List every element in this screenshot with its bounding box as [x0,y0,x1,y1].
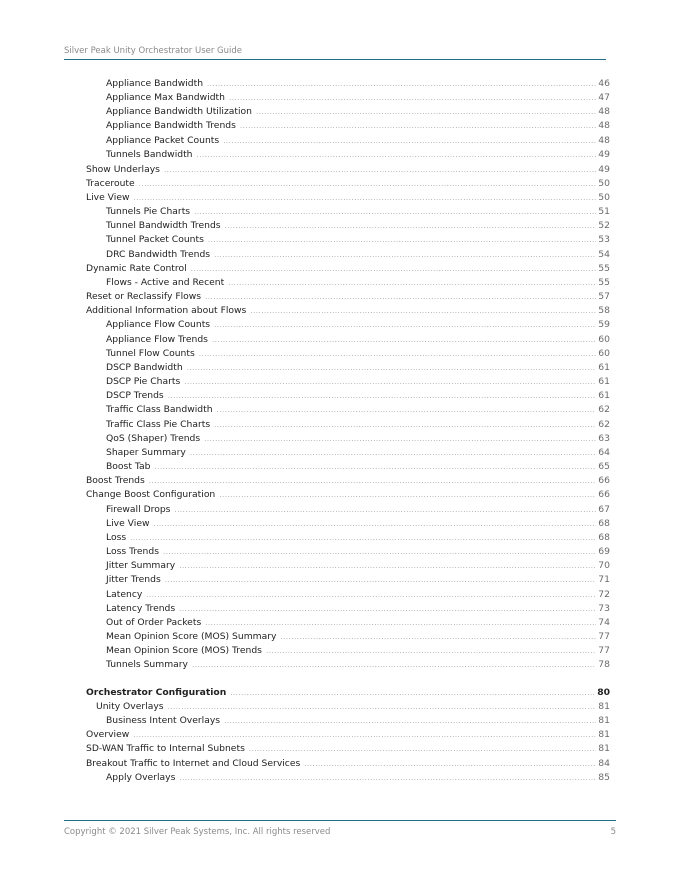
footer-copyright: Copyright © 2021 Silver Peak Systems, Inc. All rights reserved [64,827,331,837]
toc-entry-page: 65 [598,461,610,472]
toc-dot-leader [214,419,596,431]
toc-entry-page: 70 [598,560,610,571]
toc-dot-leader [280,631,596,643]
toc-entry-page: 69 [598,546,610,557]
toc-entry[interactable] [106,277,610,289]
toc-entry[interactable] [86,475,610,487]
footer-rule [64,820,616,821]
toc-dot-leader [230,687,595,699]
toc-entry[interactable] [86,743,610,755]
toc-entry-page: 60 [598,348,610,359]
toc-dot-leader [165,574,597,586]
toc-entry-title: DRC Bandwidth Trends [106,249,211,260]
toc-entry-page: 74 [598,617,610,628]
toc-entry[interactable] [86,758,610,770]
toc-dot-leader [266,645,596,657]
toc-entry[interactable] [106,589,610,601]
toc-dot-leader [224,715,596,727]
toc-entry[interactable] [86,687,610,699]
toc-entry-title: Appliance Bandwidth Trends [106,120,236,131]
toc-dot-leader [197,149,597,161]
toc-dot-leader [240,120,596,132]
toc-entry-page: 51 [598,206,610,217]
toc-dot-leader [154,461,596,473]
toc-dot-leader [304,758,596,770]
toc-entry-page: 48 [598,106,610,117]
toc-entry-title: Tunnel Bandwidth Trends [106,220,221,231]
toc-entry-title: Unity Overlays [96,701,164,712]
toc-entry[interactable] [106,504,610,516]
toc-entry[interactable] [86,192,610,204]
toc-entry-title: Live View [106,518,150,529]
toc-entry-page: 54 [598,249,610,260]
toc-dot-leader [139,178,597,190]
toc-entry-page: 60 [598,334,610,345]
toc-entry-title: Additional Information about Flows [86,305,247,316]
toc-dot-leader [204,433,596,445]
toc-dot-leader [146,589,596,601]
toc-dot-leader [250,305,596,317]
toc-entry[interactable] [86,263,610,275]
toc-dot-leader [168,390,597,402]
toc-entry-title: Latency [106,589,143,600]
toc-entry[interactable] [106,532,610,544]
toc-dot-leader [184,376,596,388]
toc-entry[interactable] [106,447,610,459]
toc-entry[interactable] [106,390,610,402]
toc-entry-title: Tunnel Flow Counts [106,348,195,359]
toc-entry-title: Loss [106,532,127,543]
toc-entry[interactable] [106,348,610,360]
toc-entry-title: Out of Order Packets [106,617,202,628]
toc-dot-leader [192,659,596,671]
toc-entry[interactable] [106,560,610,572]
toc-dot-leader [199,348,597,360]
toc-dot-leader [168,701,597,713]
toc-entry-title: Loss Trends [106,546,160,557]
toc-entry-title: Traceroute [86,178,135,189]
toc-entry-title: Tunnel Packet Counts [106,234,204,245]
toc-entry[interactable] [86,489,610,501]
header-rule [64,59,606,60]
toc-entry-page: 55 [598,263,610,274]
toc-dot-leader [133,729,596,741]
toc-dot-leader [219,489,596,501]
toc-entry[interactable] [106,362,610,374]
toc-entry[interactable] [106,206,610,218]
toc-dot-leader [164,164,596,176]
toc-entry[interactable] [106,149,610,161]
toc-entry[interactable] [106,518,610,530]
toc-entry-title: Orchestrator Configuration [86,687,227,698]
toc-entry[interactable] [106,617,610,629]
toc-entry-page: 63 [598,433,610,444]
toc-entry-title: Mean Opinion Score (MOS) Trends [106,645,262,656]
toc-entry-title: Jitter Summary [106,560,176,571]
toc-entry-page: 47 [598,92,610,103]
toc-entry-title: Mean Opinion Score (MOS) Summary [106,631,277,642]
toc-dot-leader [229,92,596,104]
toc-entry[interactable] [106,106,610,118]
page-header [64,46,606,57]
toc-entry-title: Tunnels Bandwidth [106,149,193,160]
toc-entry-title: Latency Trends [106,603,176,614]
toc-entry[interactable] [106,234,610,246]
toc-entry-title: Shaper Summary [106,447,186,458]
header-rule-gap [484,58,606,59]
toc-entry-page: 62 [598,419,610,430]
toc-entry[interactable] [106,135,610,147]
toc-entry[interactable] [106,249,610,261]
toc-dot-leader [179,772,596,784]
toc-entry-title: Appliance Packet Counts [106,135,220,146]
toc-entry[interactable] [106,433,610,445]
toc-entry[interactable] [106,78,610,90]
toc-dot-leader [225,220,597,232]
toc-entry-title: Overview [86,729,130,740]
toc-dot-leader [179,560,596,572]
toc-entry[interactable] [106,376,610,388]
toc-entry-page: 61 [598,376,610,387]
toc-entry-page: 78 [598,659,610,670]
toc-entry[interactable] [106,546,610,558]
toc-entry-title: Boost Trends [86,475,145,486]
toc-entry[interactable] [106,419,610,431]
toc-dot-leader [256,106,596,118]
toc-entry-page: 58 [598,305,610,316]
toc-entry-title: Change Boost Configuration [86,489,216,500]
toc-entry-page: 49 [598,149,610,160]
toc-dot-leader [214,319,596,331]
toc-entry-page: 81 [598,729,610,740]
toc-entry-title: DSCP Trends [106,390,164,401]
toc-entry-page: 46 [598,78,610,89]
toc-entry-page: 50 [598,178,610,189]
toc-entry-page: 57 [598,291,610,302]
toc-entry-title: Tunnels Summary [106,659,188,670]
toc-entry[interactable] [86,305,610,317]
toc-entry-page: 48 [598,135,610,146]
toc-entry-title: Reset or Reclassify Flows [86,291,202,302]
toc-dot-leader [228,277,596,289]
toc-dot-leader [212,334,596,346]
toc-dot-leader [130,532,596,544]
toc-entry[interactable] [106,631,610,643]
toc-entry-page: 81 [598,701,610,712]
toc-entry-title: DSCP Bandwidth [106,362,183,373]
toc-entry[interactable] [86,291,610,303]
toc-entry[interactable] [96,701,610,713]
toc-entry[interactable] [106,461,610,473]
toc-entry[interactable] [106,120,610,132]
toc-entry-title: Appliance Bandwidth [106,78,204,89]
toc-entry-title: Traffic Class Pie Charts [106,419,211,430]
toc-entry-page: 73 [598,603,610,614]
toc-entry-page: 81 [598,743,610,754]
toc-entry[interactable] [106,772,610,784]
toc-entry-title: Breakout Traffic to Internet and Cloud Services [86,758,301,769]
toc-entry-page: 66 [598,489,610,500]
toc-entry-page: 77 [598,631,610,642]
toc-entry-title: Appliance Flow Counts [106,319,211,330]
toc-entry[interactable] [106,645,610,657]
toc-dot-leader [163,546,596,558]
toc-dot-leader [190,447,596,459]
toc-entry-title: Flows - Active and Recent [106,277,225,288]
footer-page-number: 5 [610,827,616,837]
toc-entry[interactable] [106,603,610,615]
toc-entry[interactable] [106,574,610,586]
toc-entry-page: 72 [598,589,610,600]
toc-dot-leader [223,135,596,147]
toc-entry[interactable] [106,334,610,346]
toc-entry-page: 66 [598,475,610,486]
toc-entry-title: Apply Overlays [106,772,176,783]
toc-entry-page: 48 [598,120,610,131]
toc-entry-title: Appliance Flow Trends [106,334,208,345]
toc-entry-page: 61 [598,362,610,373]
toc-entry-title: SD-WAN Traffic to Internal Subnets [86,743,245,754]
toc-dot-leader [191,263,597,275]
toc-entry-page: 50 [598,192,610,203]
toc-entry-title: QoS (Shaper) Trends [106,433,201,444]
toc-entry-title: DSCP Pie Charts [106,376,181,387]
toc-entry-page: 52 [598,220,610,231]
toc-entry-title: Live View [86,192,130,203]
toc-entry-title: Appliance Max Bandwidth [106,92,225,103]
toc-entry-page: 81 [598,715,610,726]
toc-entry-page: 68 [598,532,610,543]
toc-entry[interactable] [106,319,610,331]
toc-dot-leader [217,404,597,416]
toc-dot-leader [249,743,596,755]
toc-dot-leader [214,249,596,261]
toc-entry[interactable] [106,715,610,727]
toc-dot-leader [133,192,596,204]
toc-entry-page: 71 [598,574,610,585]
toc-entry-page: 85 [598,772,610,783]
toc-entry-page: 80 [597,687,610,698]
toc-entry[interactable] [86,164,610,176]
toc-entry-page: 64 [598,447,610,458]
toc-entry-title: Firewall Drops [106,504,171,515]
toc-dot-leader [174,504,596,516]
toc-entry-title: Dynamic Rate Control [86,263,187,274]
toc-entry[interactable] [106,659,610,671]
header-title: Silver Peak Unity Orchestrator User Guide [64,46,243,56]
toc-entry[interactable] [106,92,610,104]
toc-dot-leader [208,234,596,246]
toc-entry[interactable] [106,220,610,232]
toc-dot-leader [194,206,596,218]
toc-entry-page: 84 [598,758,610,769]
toc-dot-leader [205,291,596,303]
toc-entry[interactable] [106,404,610,416]
toc-entry-page: 49 [598,164,610,175]
toc-dot-leader [149,475,597,487]
toc-entry-title: Business Intent Overlays [106,715,221,726]
toc-entry-title: Boost Tab [106,461,151,472]
toc-entry-page: 77 [598,645,610,656]
toc-dot-leader [187,362,597,374]
toc-entry-page: 68 [598,518,610,529]
toc-entry-page: 61 [598,390,610,401]
toc-entry-title: Tunnels Pie Charts [106,206,191,217]
toc-entry-page: 67 [598,504,610,515]
toc-dot-leader [205,617,596,629]
toc-entry-title: Appliance Bandwidth Utilization [106,106,252,117]
toc-dot-leader [179,603,596,615]
toc-entry-title: Jitter Trends [106,574,161,585]
toc-entry-page: 55 [598,277,610,288]
toc-entry-page: 62 [598,404,610,415]
toc-entry[interactable] [86,178,610,190]
toc-entry-title: Show Underlays [86,164,160,175]
toc-entry[interactable] [86,729,610,741]
toc-dot-leader [153,518,596,530]
toc-entry-page: 53 [598,234,610,245]
toc-dot-leader [207,78,596,90]
toc-entry-page: 59 [598,319,610,330]
toc-entry-title: Traffic Class Bandwidth [106,404,213,415]
